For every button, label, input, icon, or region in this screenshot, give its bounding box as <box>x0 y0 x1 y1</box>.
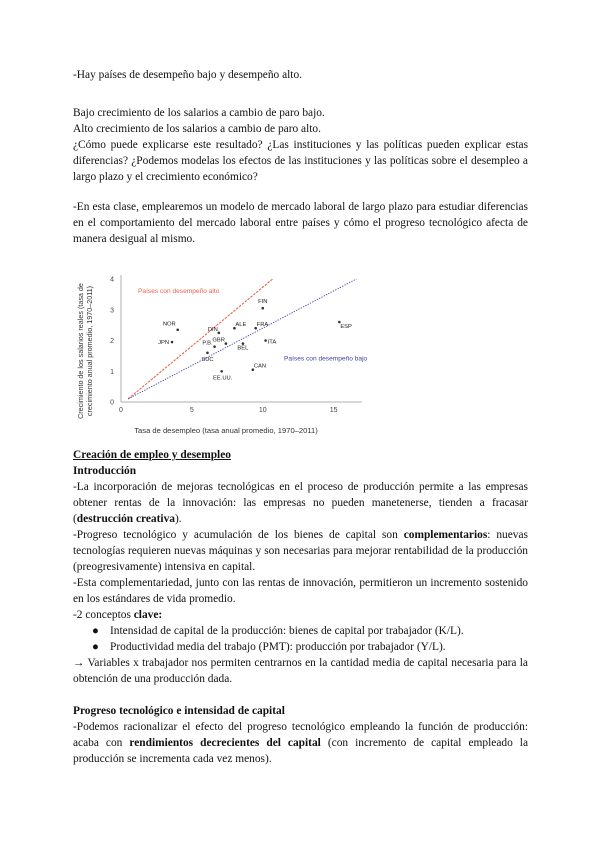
intro-question: ¿Cómo puede explicarse este resultado? ¿Las instituciones y las políticas pueden explicar estas diferencias? ¿Podemos modelas los efectos de las instituciones y las políticas sobre el desempleo a largo plazo y el crecimiento económico? <box>73 139 528 183</box>
y-tick-label: 1 <box>110 368 114 376</box>
intro-line-2: Bajo crecimiento de los salarios a cambio de paro bajo. <box>73 107 325 119</box>
list-item: ● Productividad media del trabajo (PMT): producción por trabajador (Y/L). <box>73 640 528 656</box>
y-tick-label: 3 <box>110 307 114 315</box>
intro-line-1: -Hay países de desempeño bajo y desempeño alto. <box>73 69 303 81</box>
scatter-chart <box>70 263 380 438</box>
data-point-label: NOR <box>162 321 176 328</box>
bullet: ● <box>92 640 99 653</box>
data-point <box>225 342 228 345</box>
concepts-heading: -2 conceptos clave: <box>73 609 163 621</box>
intro-class-note: -En esta clase, emplearemos un modelo de mercado laboral de largo plazo para estudiar diferencias en el comportamiento del mercado laboral entre países y cómo el progreso tecnológico afecta de manera desigual al mismo. <box>73 201 528 245</box>
chart-xlabel: Tasa de desempleo (tasa anual promedio, 1970–2011) <box>134 426 318 435</box>
data-point-label: ALE <box>235 322 247 329</box>
paragraph-complementarios: -Progreso tecnológico y acumulación de los bienes de capital son complementarios: nuevas tecnologías requieren nuevas máquinas y son necesarias para mejorar rentabilidad de la producción (preogresivamente) intensiva en capital. <box>73 529 528 573</box>
chart-plot-area <box>110 275 367 414</box>
data-point-label: JPN <box>158 340 170 347</box>
intro-line-3: Alto crecimiento de los salarios a cambio de paro alto. <box>73 123 321 135</box>
x-tick-label: 0 <box>119 407 123 414</box>
paragraph-innovacion: -La incorporación de mejoras tecnológicas en el proceso de producción permite a las empresas obtener rentas de la innovación: las empresas no pueden manetenerse, tienden a fracasar (destrucción creativa). <box>73 481 528 525</box>
section-title-creacion: Creación de empleo y desempleo <box>73 449 231 461</box>
data-point <box>264 339 267 342</box>
data-point-label: CAN <box>253 363 267 370</box>
trend-line-high <box>128 279 273 399</box>
section-title-progreso: Progreso tecnológico e intensidad de capital <box>73 705 285 717</box>
bullet: ● <box>92 625 99 637</box>
data-point <box>218 332 221 335</box>
data-point <box>261 307 264 310</box>
y-tick-label: 4 <box>110 276 114 284</box>
y-tick-label: 2 <box>110 338 114 345</box>
annotation-low-performance: Países con desempeño bajo <box>284 355 368 363</box>
bold-complementarios: complementarios <box>403 529 488 541</box>
bold-rendimientos: rendimientos decrecientes del capital <box>129 736 321 749</box>
annotation-high-performance: Países con desempeño alto <box>138 287 220 295</box>
chart-ylabel-line-2: crecimiento anual promedio, 1970–2011) <box>85 285 94 417</box>
x-tick-label: 15 <box>329 407 338 414</box>
section-subtitle-introduccion: Introducción <box>73 465 137 477</box>
x-tick-label: 10 <box>258 407 267 414</box>
y-tick-label: 0 <box>110 399 114 407</box>
data-point <box>338 321 341 324</box>
data-point-label: FRA <box>256 322 269 329</box>
data-point-label: DIN <box>207 326 218 333</box>
data-point-label: ESP <box>340 324 352 331</box>
paragraph-variables: → Variables x trabajador nos permiten centrarnos en la cantidad media de capital necesaria para la obtención de una producción dada. <box>73 657 528 685</box>
list-item: ● Intensidad de capital de la producción: bienes de capital por trabajador (K/L). <box>73 624 528 640</box>
data-point <box>213 345 216 348</box>
data-point-label: P.B. <box>202 340 213 347</box>
chart-ylabel-line-1: Crecimiento de los salarios reales (tasa de <box>76 283 85 419</box>
x-tick-label: 5 <box>189 407 194 414</box>
data-point-label: ITA <box>267 339 277 346</box>
data-point-label: FIN <box>258 299 268 306</box>
data-point <box>176 328 179 331</box>
trend-line-low <box>128 279 356 399</box>
data-point <box>242 342 245 345</box>
data-point-label: BEL <box>237 345 249 352</box>
data-point <box>206 352 209 355</box>
data-point <box>171 341 174 344</box>
bold-destruccion-creativa: destrucción creativa <box>76 512 175 525</box>
data-point-label: GBR <box>212 337 225 344</box>
concepts-list <box>73 624 528 656</box>
paragraph-complementariedad: -Esta complementariedad, junto con las rentas de innovación, permitieron un incremento sostenido en los estándares de vida promedio. <box>73 577 528 605</box>
bold-clave: clave: <box>133 609 163 621</box>
paragraph-funcion-produccion: -Podemos racionalizar el efecto del progreso tecnológico empleando la función de producción: acaba con rendimientos decrecientes del capital (con incremento de capital empleado la producción se incrementa cada vez menos). <box>73 721 528 765</box>
data-point-label: SUC <box>201 356 214 363</box>
data-point <box>220 370 223 373</box>
data-point-label: EE.UU. <box>212 375 233 382</box>
